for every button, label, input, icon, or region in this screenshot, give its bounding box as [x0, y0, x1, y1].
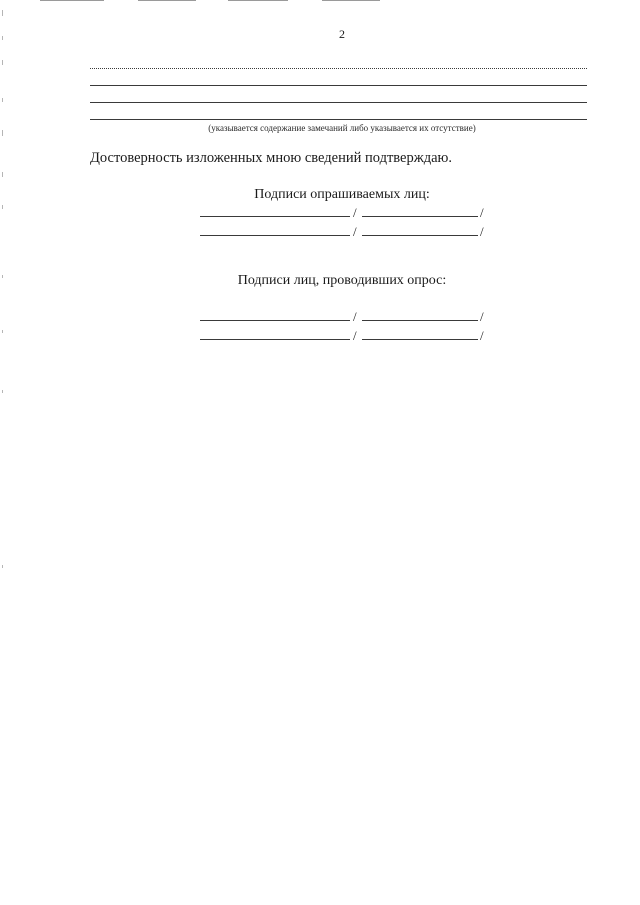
signature-line: [200, 235, 350, 236]
separator-slash: /: [480, 224, 484, 239]
separator-slash: /: [353, 205, 357, 220]
scan-speck: [2, 205, 3, 209]
separator-slash: /: [480, 328, 484, 343]
name-line: [362, 235, 478, 236]
page-number: 2: [339, 27, 345, 41]
separator-slash: /: [480, 205, 484, 220]
remarks-line: [90, 119, 587, 120]
scan-speck: [2, 330, 3, 333]
scan-speck: [2, 390, 3, 393]
scan-speck: [2, 172, 3, 177]
scan-speck: [2, 10, 3, 16]
interviewers-heading: Подписи лиц, проводивших опрос:: [237, 273, 447, 288]
name-line: [362, 216, 478, 217]
separator-slash: /: [480, 309, 484, 324]
scan-speck: [2, 565, 3, 568]
respondents-heading: Подписи опрашиваемых лиц:: [254, 187, 430, 202]
signature-line: [200, 216, 350, 217]
scan-mark: [228, 0, 288, 1]
signature-line: [200, 320, 350, 321]
remarks-hint: (указывается содержание замечаний либо указывается их отсутствие): [208, 123, 476, 133]
scan-mark: [322, 0, 380, 1]
respondent-signature-row: [200, 224, 490, 238]
interviewer-signature-row: [200, 309, 490, 323]
confirmation-statement: Достоверность изложенных мною сведений подтверждаю.: [90, 150, 453, 166]
scan-mark: [138, 0, 196, 1]
signature-line: [200, 339, 350, 340]
scan-mark: [40, 0, 104, 1]
remarks-line: [90, 68, 587, 69]
remarks-line: [90, 85, 587, 86]
name-line: [362, 320, 478, 321]
separator-slash: /: [353, 328, 357, 343]
separator-slash: /: [353, 309, 357, 324]
respondent-signature-row: [200, 205, 490, 219]
remarks-line: [90, 102, 587, 103]
interviewer-signature-row: [200, 328, 490, 342]
scan-speck: [2, 60, 3, 65]
separator-slash: /: [353, 224, 357, 239]
name-line: [362, 339, 478, 340]
scan-speck: [2, 98, 3, 102]
